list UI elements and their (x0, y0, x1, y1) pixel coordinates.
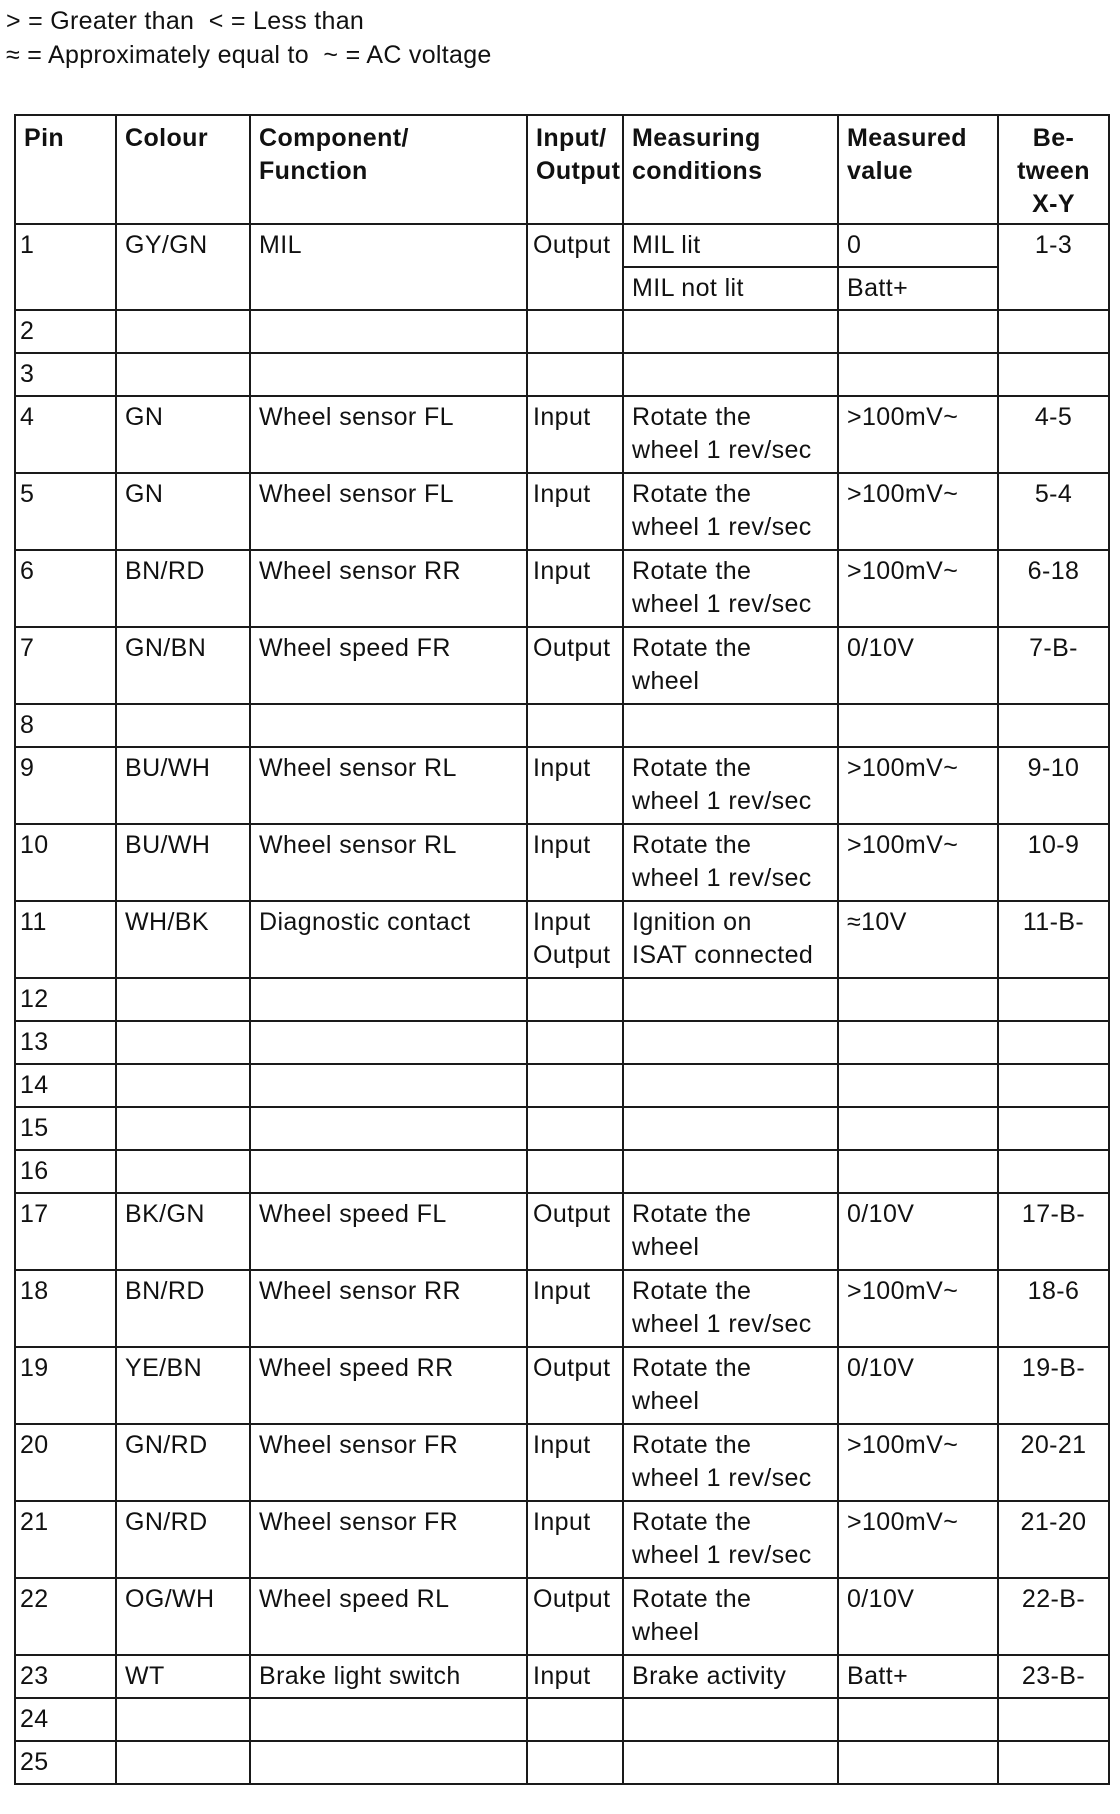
measured-value (838, 1021, 998, 1064)
measured-value: >100mV~ (838, 1424, 998, 1501)
input-output: Input (527, 1501, 623, 1578)
measured-value: >100mV~ (838, 1270, 998, 1347)
pin-number: 19 (15, 1347, 116, 1424)
table-row (15, 1501, 1109, 1578)
component-function: Wheel speed FR (250, 627, 527, 704)
table-row (15, 1107, 1109, 1150)
component-function (250, 1150, 527, 1193)
component-function: Wheel sensor FL (250, 396, 527, 473)
measuring-condition: Rotate the wheel 1 rev/sec (623, 1270, 838, 1347)
measuring-condition: Rotate the wheel 1 rev/sec (623, 1424, 838, 1501)
measured-value (838, 1064, 998, 1107)
measured-value: 0/10V (838, 627, 998, 704)
table-header-row (15, 115, 1109, 224)
table-row (15, 824, 1109, 901)
measuring-condition (623, 310, 838, 353)
table-row (15, 473, 1109, 550)
between-xy (998, 1150, 1109, 1193)
wire-colour: GN (116, 396, 250, 473)
wire-colour (116, 1150, 250, 1193)
pin-number: 9 (15, 747, 116, 824)
measured-value: 0 (838, 224, 998, 267)
measuring-condition: Rotate the wheel (623, 1347, 838, 1424)
component-function: Brake light switch (250, 1655, 527, 1698)
legend (6, 4, 492, 72)
wire-colour (116, 1698, 250, 1741)
pin-number: 8 (15, 704, 116, 747)
wire-colour (116, 353, 250, 396)
measured-value: >100mV~ (838, 396, 998, 473)
measuring-condition (623, 1741, 838, 1784)
input-output: Input Output (527, 901, 623, 978)
component-function (250, 353, 527, 396)
input-output: Input (527, 1424, 623, 1501)
between-xy (998, 1741, 1109, 1784)
input-output (527, 704, 623, 747)
component-function (250, 310, 527, 353)
input-output (527, 1741, 623, 1784)
wire-colour: BN/RD (116, 550, 250, 627)
table-row (15, 1270, 1109, 1347)
input-output (527, 310, 623, 353)
pin-number: 20 (15, 1424, 116, 1501)
measured-value: >100mV~ (838, 1501, 998, 1578)
between-xy: 23-B- (998, 1655, 1109, 1698)
table-row (15, 1698, 1109, 1741)
pin-number: 2 (15, 310, 116, 353)
component-function (250, 704, 527, 747)
wire-colour: OG/WH (116, 1578, 250, 1655)
measuring-condition: Rotate the wheel (623, 627, 838, 704)
table-row (15, 901, 1109, 978)
table-row (15, 1424, 1109, 1501)
between-xy: 18-6 (998, 1270, 1109, 1347)
table-row (15, 627, 1109, 704)
measuring-condition (623, 978, 838, 1021)
input-output: Output (527, 1193, 623, 1270)
between-xy (998, 1107, 1109, 1150)
input-output: Input (527, 396, 623, 473)
measuring-condition (623, 1107, 838, 1150)
between-xy (998, 1021, 1109, 1064)
component-function: Wheel sensor RL (250, 747, 527, 824)
between-xy: 4-5 (998, 396, 1109, 473)
wire-colour: GN/RD (116, 1424, 250, 1501)
table-row (15, 1193, 1109, 1270)
measured-value (838, 1107, 998, 1150)
between-xy: 10-9 (998, 824, 1109, 901)
component-function: Wheel sensor FL (250, 473, 527, 550)
pin-number: 22 (15, 1578, 116, 1655)
table-row (15, 396, 1109, 473)
component-function (250, 1107, 527, 1150)
pin-number: 16 (15, 1150, 116, 1193)
measuring-condition: Brake activity (623, 1655, 838, 1698)
component-function: Wheel speed FL (250, 1193, 527, 1270)
component-function (250, 1698, 527, 1741)
input-output: Input (527, 473, 623, 550)
pin-number: 4 (15, 396, 116, 473)
legend-line-voltage: ≈ = Approximately equal to ~ = AC voltage (6, 41, 492, 69)
pin-assignment-table (14, 114, 1110, 1785)
table-row (15, 1655, 1109, 1698)
wire-colour: BU/WH (116, 824, 250, 901)
measuring-condition: Rotate the wheel (623, 1193, 838, 1270)
measured-value: 0/10V (838, 1347, 998, 1424)
input-output: Output (527, 1578, 623, 1655)
input-output: Input (527, 1655, 623, 1698)
input-output: Input (527, 1270, 623, 1347)
header-pin: Pin (15, 115, 116, 224)
input-output (527, 1150, 623, 1193)
measuring-condition (623, 1021, 838, 1064)
measured-value: Batt+ (838, 267, 998, 310)
table-row (15, 550, 1109, 627)
component-function: Wheel sensor FR (250, 1424, 527, 1501)
between-xy: 11-B- (998, 901, 1109, 978)
input-output: Input (527, 550, 623, 627)
wire-colour: WT (116, 1655, 250, 1698)
table-row (15, 1347, 1109, 1424)
component-function: Diagnostic contact (250, 901, 527, 978)
measuring-condition: Rotate the wheel 1 rev/sec (623, 550, 838, 627)
measured-value (838, 978, 998, 1021)
between-xy: 9-10 (998, 747, 1109, 824)
table-row (15, 704, 1109, 747)
header-measured-value: Measured value (838, 115, 998, 224)
measured-value (838, 1698, 998, 1741)
between-xy (998, 1064, 1109, 1107)
measured-value: 0/10V (838, 1193, 998, 1270)
between-xy (998, 1698, 1109, 1741)
legend-line-comparison: > = Greater than < = Less than (6, 7, 365, 35)
measuring-condition: Rotate the wheel 1 rev/sec (623, 824, 838, 901)
component-function (250, 1021, 527, 1064)
header-input-output: Input/ Output (527, 115, 623, 224)
component-function: MIL (250, 224, 527, 310)
table-row (15, 747, 1109, 824)
component-function: Wheel sensor RR (250, 550, 527, 627)
between-xy: 21-20 (998, 1501, 1109, 1578)
table-row (15, 1064, 1109, 1107)
measuring-condition: Rotate the wheel 1 rev/sec (623, 396, 838, 473)
header-between: Be- tween X-Y (998, 115, 1109, 224)
pin-number: 17 (15, 1193, 116, 1270)
pin-number: 25 (15, 1741, 116, 1784)
measuring-condition: Rotate the wheel (623, 1578, 838, 1655)
measured-value: Batt+ (838, 1655, 998, 1698)
measuring-condition (623, 1150, 838, 1193)
pin-number: 5 (15, 473, 116, 550)
measured-value (838, 353, 998, 396)
wire-colour (116, 978, 250, 1021)
between-xy: 5-4 (998, 473, 1109, 550)
measured-value (838, 704, 998, 747)
wire-colour: WH/BK (116, 901, 250, 978)
wire-colour: GN/BN (116, 627, 250, 704)
header-colour: Colour (116, 115, 250, 224)
wire-colour (116, 310, 250, 353)
pin-number: 18 (15, 1270, 116, 1347)
pin-number: 15 (15, 1107, 116, 1150)
pin-number: 1 (15, 224, 116, 310)
measuring-condition (623, 704, 838, 747)
measured-value (838, 1150, 998, 1193)
wire-colour: GN (116, 473, 250, 550)
between-xy (998, 353, 1109, 396)
table-row (15, 310, 1109, 353)
pin-number: 24 (15, 1698, 116, 1741)
between-xy: 22-B- (998, 1578, 1109, 1655)
measured-value: ≈10V (838, 901, 998, 978)
measuring-condition: Ignition on ISAT connected (623, 901, 838, 978)
input-output (527, 1107, 623, 1150)
wire-colour (116, 1021, 250, 1064)
measuring-condition: Rotate the wheel 1 rev/sec (623, 1501, 838, 1578)
table-row (15, 1021, 1109, 1064)
input-output: Output (527, 1347, 623, 1424)
pin-number: 6 (15, 550, 116, 627)
component-function: Wheel speed RR (250, 1347, 527, 1424)
header-measuring-conditions: Measuring conditions (623, 115, 838, 224)
pin-number: 13 (15, 1021, 116, 1064)
measuring-condition: Rotate the wheel 1 rev/sec (623, 473, 838, 550)
measuring-condition: MIL not lit (623, 267, 838, 310)
input-output: Input (527, 824, 623, 901)
measured-value: >100mV~ (838, 473, 998, 550)
pin-number: 21 (15, 1501, 116, 1578)
table-row (15, 353, 1109, 396)
component-function (250, 1741, 527, 1784)
pin-number: 11 (15, 901, 116, 978)
component-function (250, 978, 527, 1021)
component-function: Wheel speed RL (250, 1578, 527, 1655)
input-output (527, 978, 623, 1021)
component-function (250, 1064, 527, 1107)
between-xy (998, 704, 1109, 747)
pin-number: 12 (15, 978, 116, 1021)
pin-number: 10 (15, 824, 116, 901)
between-xy: 1-3 (998, 224, 1109, 310)
measured-value: >100mV~ (838, 550, 998, 627)
measuring-condition: Rotate the wheel 1 rev/sec (623, 747, 838, 824)
table-row (15, 1578, 1109, 1655)
wire-colour: BN/RD (116, 1270, 250, 1347)
component-function: Wheel sensor FR (250, 1501, 527, 1578)
between-xy: 20-21 (998, 1424, 1109, 1501)
pin-number: 3 (15, 353, 116, 396)
measured-value (838, 310, 998, 353)
input-output: Output (527, 627, 623, 704)
wire-colour: YE/BN (116, 1347, 250, 1424)
wire-colour: GY/GN (116, 224, 250, 310)
table-row-pin-1a (15, 224, 1109, 267)
measured-value: 0/10V (838, 1578, 998, 1655)
input-output (527, 1698, 623, 1741)
between-xy (998, 978, 1109, 1021)
wire-colour (116, 1064, 250, 1107)
between-xy (998, 310, 1109, 353)
input-output (527, 353, 623, 396)
between-xy: 6-18 (998, 550, 1109, 627)
input-output (527, 1064, 623, 1107)
component-function: Wheel sensor RR (250, 1270, 527, 1347)
measured-value: >100mV~ (838, 747, 998, 824)
wire-colour (116, 1741, 250, 1784)
measured-value: >100mV~ (838, 824, 998, 901)
between-xy: 7-B- (998, 627, 1109, 704)
measuring-condition (623, 1064, 838, 1107)
wire-colour: BU/WH (116, 747, 250, 824)
measuring-condition (623, 1698, 838, 1741)
pin-number: 23 (15, 1655, 116, 1698)
pin-number: 7 (15, 627, 116, 704)
header-component: Component/ Function (250, 115, 527, 224)
input-output: Input (527, 747, 623, 824)
wire-colour (116, 1107, 250, 1150)
component-function: Wheel sensor RL (250, 824, 527, 901)
pin-number: 14 (15, 1064, 116, 1107)
measuring-condition: MIL lit (623, 224, 838, 267)
input-output (527, 1021, 623, 1064)
measured-value (838, 1741, 998, 1784)
table-row (15, 978, 1109, 1021)
measuring-condition (623, 353, 838, 396)
table-row (15, 1150, 1109, 1193)
input-output: Output (527, 224, 623, 310)
table-row (15, 1741, 1109, 1784)
between-xy: 19-B- (998, 1347, 1109, 1424)
wire-colour: GN/RD (116, 1501, 250, 1578)
between-xy: 17-B- (998, 1193, 1109, 1270)
wire-colour (116, 704, 250, 747)
wire-colour: BK/GN (116, 1193, 250, 1270)
